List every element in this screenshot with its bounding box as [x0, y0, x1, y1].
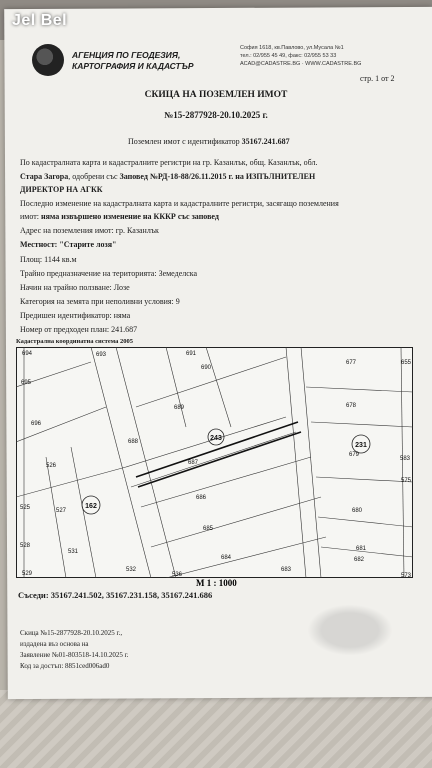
map-label: 655: [401, 360, 412, 366]
map-label: 525: [20, 505, 31, 511]
footer-line3: Заявление №01-803518-14.10.2025 г.: [20, 651, 129, 659]
map-label: 690: [201, 365, 212, 371]
footer-line2: издадена въз основа на: [20, 640, 89, 648]
parcel-id: 243: [210, 435, 222, 442]
map-label: 685: [203, 526, 214, 532]
coord-system: Кадастрална координатна система 2005: [16, 338, 133, 345]
map-label: 679: [349, 452, 360, 458]
usage-line: Начин на трайно ползване: Лозе: [20, 283, 130, 292]
map-label: 532: [126, 567, 137, 573]
map-label: 680: [352, 508, 363, 514]
map-label: 696: [31, 421, 42, 427]
agency-name-line2: КАРТОГРАФИЯ И КАДАСТЪР: [72, 61, 194, 71]
map-scale: М 1 : 1000: [196, 578, 237, 588]
map-label: 689: [174, 405, 185, 411]
contact-line1: София 1618, кв.Павлово, ул.Мусала №1: [240, 45, 344, 51]
map-label: 528: [20, 543, 31, 549]
property-change-prefix: имот:: [20, 212, 39, 221]
watermark: Jel Bel: [12, 12, 68, 29]
document-number: №15-2877928-20.10.2025 г.: [164, 110, 268, 120]
property-change-value: няма извършено изменение на КККР със заповед: [40, 212, 219, 221]
contact-line3: ACAD@CADASTRE.BG · WWW.CADASTRE.BG: [240, 61, 362, 67]
agency-logo-icon: [32, 44, 64, 76]
map-label: 583: [400, 456, 411, 462]
map-label: 531: [68, 549, 79, 555]
map-label: 693: [96, 352, 107, 358]
map-label: 529: [22, 571, 33, 577]
contact-line2: тел.: 02/955 45 49, факс: 02/955 53 33: [240, 53, 337, 59]
parcel-id: 231: [355, 442, 367, 449]
category-line: Категория на земята при неполивни условия: 9: [20, 297, 180, 306]
cadastral-map: [16, 347, 413, 578]
agency-name: [72, 50, 194, 72]
map-label: 687: [188, 460, 199, 466]
address-line: Адрес на поземления имот: гр. Казанлък: [20, 226, 159, 235]
map-label: 686: [196, 495, 207, 501]
property-change-line: [20, 212, 219, 221]
map-label: 526: [46, 463, 57, 469]
map-label: 691: [186, 351, 197, 357]
map-label: 536: [172, 572, 183, 578]
area-line: Площ: 1144 кв.м: [20, 255, 77, 264]
document-title: СКИЦА НА ПОЗЕМЛЕН ИМОТ: [144, 90, 288, 100]
prev-id-line: Предишен идентификатор: няма: [20, 311, 131, 320]
approved-text: , одобрени със: [68, 172, 118, 181]
locality-line: Местност: "Старите лозя": [20, 240, 117, 249]
map-label: 678: [346, 403, 357, 409]
map-label: 682: [354, 557, 365, 563]
map-label: 677: [346, 360, 357, 366]
map-label: 695: [21, 380, 32, 386]
last-change-line: Последно изменение на кадастралната карта и кадастралните регистри, засягащо поземления: [20, 199, 339, 208]
map-label: 681: [356, 546, 367, 552]
cadastre-line2: [20, 172, 315, 181]
identifier-prefix: Поземлен имот с идентификатор: [128, 137, 240, 146]
agency-contact: [240, 44, 361, 68]
stamp-icon: [300, 600, 400, 660]
map-label: 694: [22, 351, 33, 357]
agency-name-line1: АГЕНЦИЯ ПО ГЕОДЕЗИЯ,: [72, 50, 181, 60]
identifier-line: [128, 137, 290, 146]
footer-line1: Скица №15-2877928-20.10.2025 г.,: [20, 629, 123, 637]
cadastre-line1: По кадастралната карта и кадастралните регистри на гр. Казанлък, общ. Казанлък, обл.: [20, 158, 318, 167]
director-line: ДИРЕКТОР НА АГКК: [20, 185, 103, 194]
neighbours-line: Съседи: 35167.241.502, 35167.231.158, 35167.241.686: [18, 590, 213, 600]
purpose-line: Трайно предназначение на територията: Земеделска: [20, 269, 198, 278]
map-label: 527: [56, 508, 67, 514]
map-label: 573: [401, 573, 412, 578]
background-table: [0, 690, 432, 768]
identifier-value: 35167.241.687: [241, 137, 290, 146]
map-label: 688: [128, 439, 139, 445]
parcel-id: 162: [85, 503, 97, 510]
page-number: стр. 1 от 2: [360, 74, 395, 83]
order-text: Заповед №РД-18-88/26.11.2015 г. на ИЗПЪЛНИТЕЛЕН: [119, 172, 316, 181]
region-name: Стара Загора: [20, 172, 69, 181]
map-label: 575: [401, 478, 412, 484]
footer-line4: Код за достъп: 8851ced006ad0: [20, 662, 110, 670]
map-label: 684: [221, 555, 232, 561]
prev-plan-line: Номер от предходен план: 241.687: [20, 325, 138, 334]
map-label: 683: [281, 567, 292, 573]
